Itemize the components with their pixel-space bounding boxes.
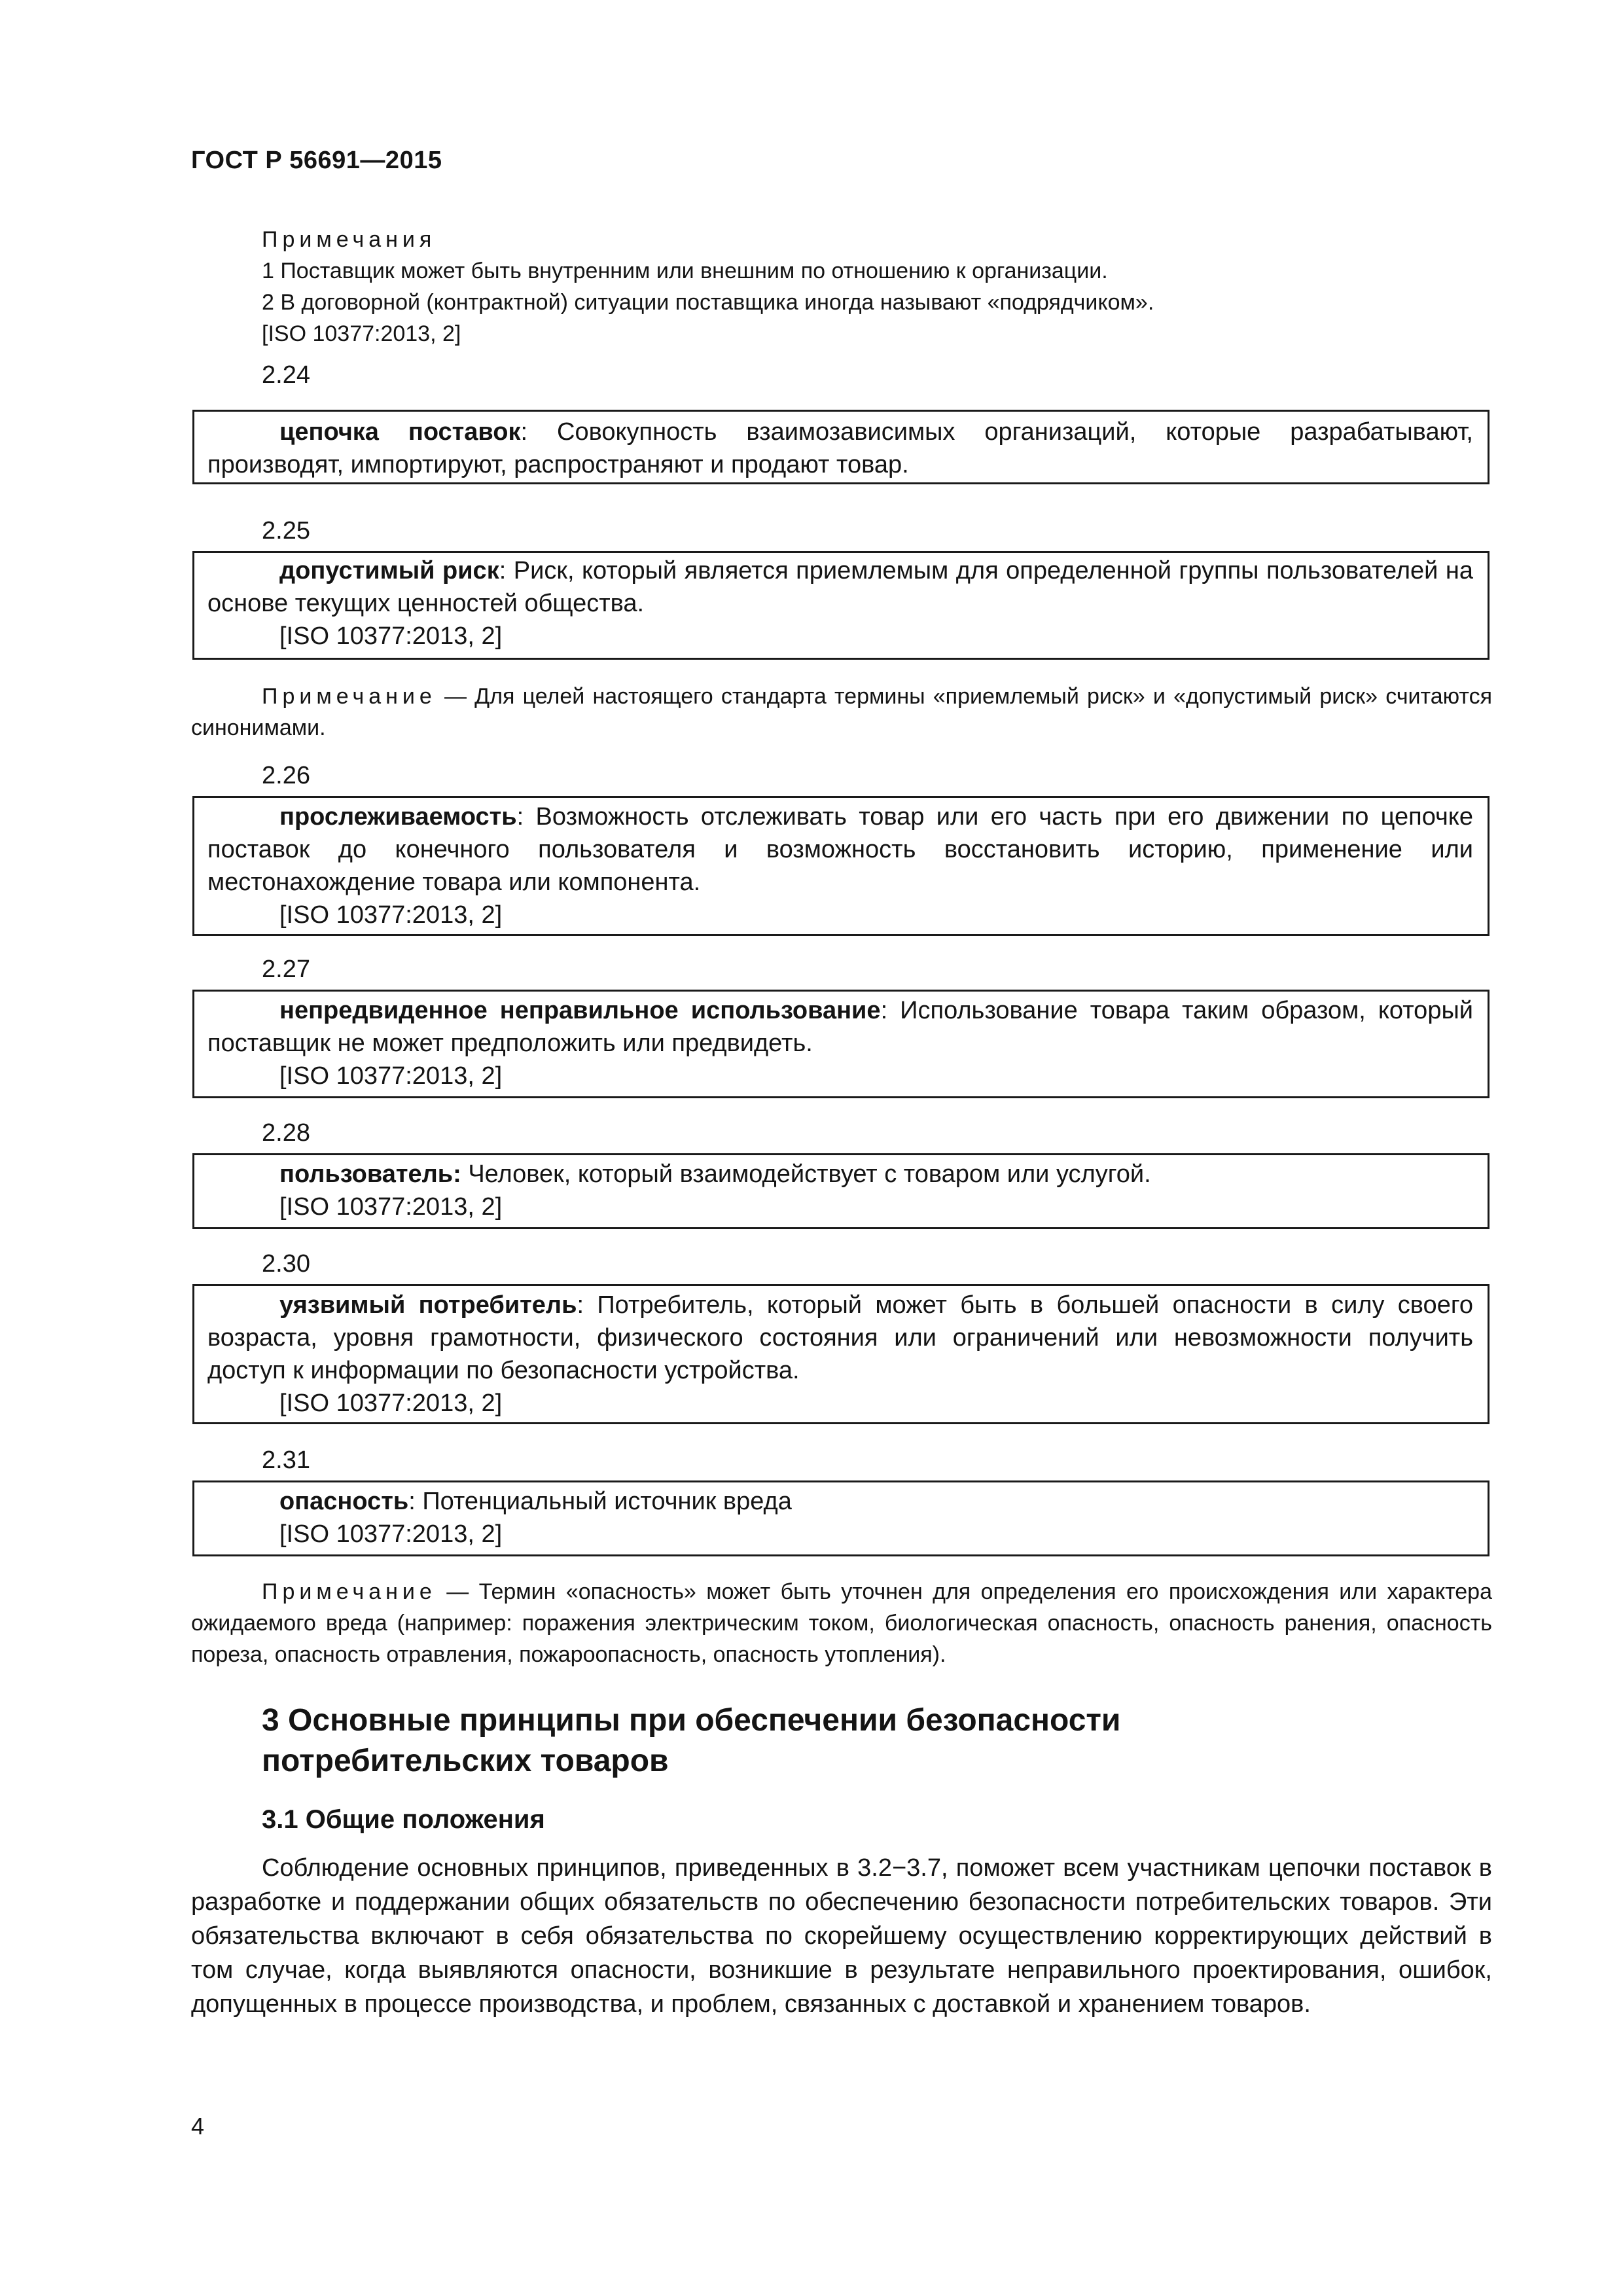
term-number: 2.28: [262, 1119, 310, 1147]
term-ref: [ISO 10377:2013, 2]: [279, 901, 503, 929]
term-definition: Человек, который взаимодействует с товаром или услугой.: [461, 1160, 1151, 1188]
notes-title: Примечания: [262, 227, 437, 252]
term-name: опасность: [279, 1488, 409, 1515]
term-ref: [ISO 10377:2013, 2]: [279, 1390, 503, 1417]
term-definition: : Возможность отслеживать товар или его часть при его движении по цепочке поставок до конечного пользователя и возможность восстановить историю, применение или местонахождение товара или компонента.: [207, 803, 1473, 896]
term-box: [192, 990, 1489, 1098]
term-ref: [ISO 10377:2013, 2]: [279, 1520, 503, 1548]
term-definition: : Совокупность взаимозависимых организаций, которые разрабатывают, производят, импортируют, распространяют и продают товар.: [207, 418, 1473, 478]
term-box: [192, 1480, 1489, 1556]
notes-block: [262, 224, 1492, 350]
note-ref: [ISO 10377:2013, 2]: [262, 321, 461, 346]
term-box: [192, 796, 1489, 936]
term-name: допустимый риск: [279, 557, 499, 584]
page-number: 4: [191, 2113, 205, 2140]
section-heading-line-1: 3 Основные принципы при обеспечении безопасности: [262, 1703, 1121, 1738]
term-box: [192, 410, 1489, 484]
term-box: [192, 1153, 1489, 1229]
term-name: цепочка поставок: [279, 418, 521, 446]
term-name: непредвиденное неправильное использование: [279, 997, 881, 1024]
term-definition: : Риск, который является приемлемым для определенной группы пользователей на основе текущих ценностей общества.: [207, 557, 1473, 617]
term-number: 2.25: [262, 517, 310, 545]
term-name: уязвимый потребитель: [279, 1291, 577, 1319]
term-number: 2.24: [262, 361, 310, 389]
term-name: прослеживаемость: [279, 803, 517, 831]
term-number: 2.30: [262, 1250, 310, 1278]
section-heading-line-2: потребительских товаров: [262, 1744, 669, 1778]
note-line-2: 2 В договорной (контрактной) ситуации поставщика иногда называют «подрядчиком».: [262, 290, 1154, 315]
term-ref: [ISO 10377:2013, 2]: [279, 622, 503, 650]
note-label: Примечание: [262, 684, 437, 709]
body-paragraph: Соблюдение основных принципов, приведенных в 3.2−3.7, поможет всем участникам цепочки поставок в разработке и поддержании общих обязательств по обеспечению безопасности потребительских товаров. Эти обязательства включают в себя обязательства по скорейшему осуществлению корректирующих действий в том случае, когда выявляются опасности, возникшие в результате неправильного проектирования, ошибок, допущенных в процессе производства, и проблем, связанных с доставкой и хранением товаров.: [191, 1854, 1492, 2018]
note-text: — Для целей настоящего стандарта термины «приемлемый риск» и «допустимый риск» считаются синонимами.: [191, 684, 1492, 740]
term-number: 2.27: [262, 956, 310, 983]
section-heading: [262, 1700, 1120, 1782]
term-definition: : Использование товара таким образом, который поставщик не может предположить или предвидеть.: [207, 997, 1473, 1057]
term-definition: : Потенциальный источник вреда: [408, 1488, 792, 1515]
term-name: пользователь:: [279, 1160, 461, 1188]
document-header: ГОСТ Р 56691—2015: [191, 147, 442, 174]
term-number: 2.26: [262, 762, 310, 789]
subsection-heading: 3.1 Общие положения: [262, 1805, 545, 1834]
term-definition: : Потребитель, который может быть в большей опасности в силу своего возраста, уровня грамотности, физического состояния или ограничений или невозможности получить доступ к информации по безопасности устройства.: [207, 1291, 1473, 1384]
term-box: [192, 551, 1489, 660]
term-ref: [ISO 10377:2013, 2]: [279, 1193, 503, 1221]
term-number: 2.31: [262, 1446, 310, 1474]
note-block: [191, 1576, 1492, 1670]
term-ref: [ISO 10377:2013, 2]: [279, 1062, 503, 1090]
note-label: Примечание: [262, 1579, 437, 1604]
note-text: — Термин «опасность» может быть уточнен для определения его происхождения или характера ожидаемого вреда (например: поражения электрическим током, биологическая опасность, опасность ранения, опасность пореза, опасность отравления, пожароопасность, опасность утопления).: [191, 1579, 1492, 1667]
note-line-1: 1 Поставщик может быть внутренним или внешним по отношению к организации.: [262, 259, 1108, 283]
note-block: [191, 681, 1492, 744]
term-box: [192, 1284, 1489, 1424]
